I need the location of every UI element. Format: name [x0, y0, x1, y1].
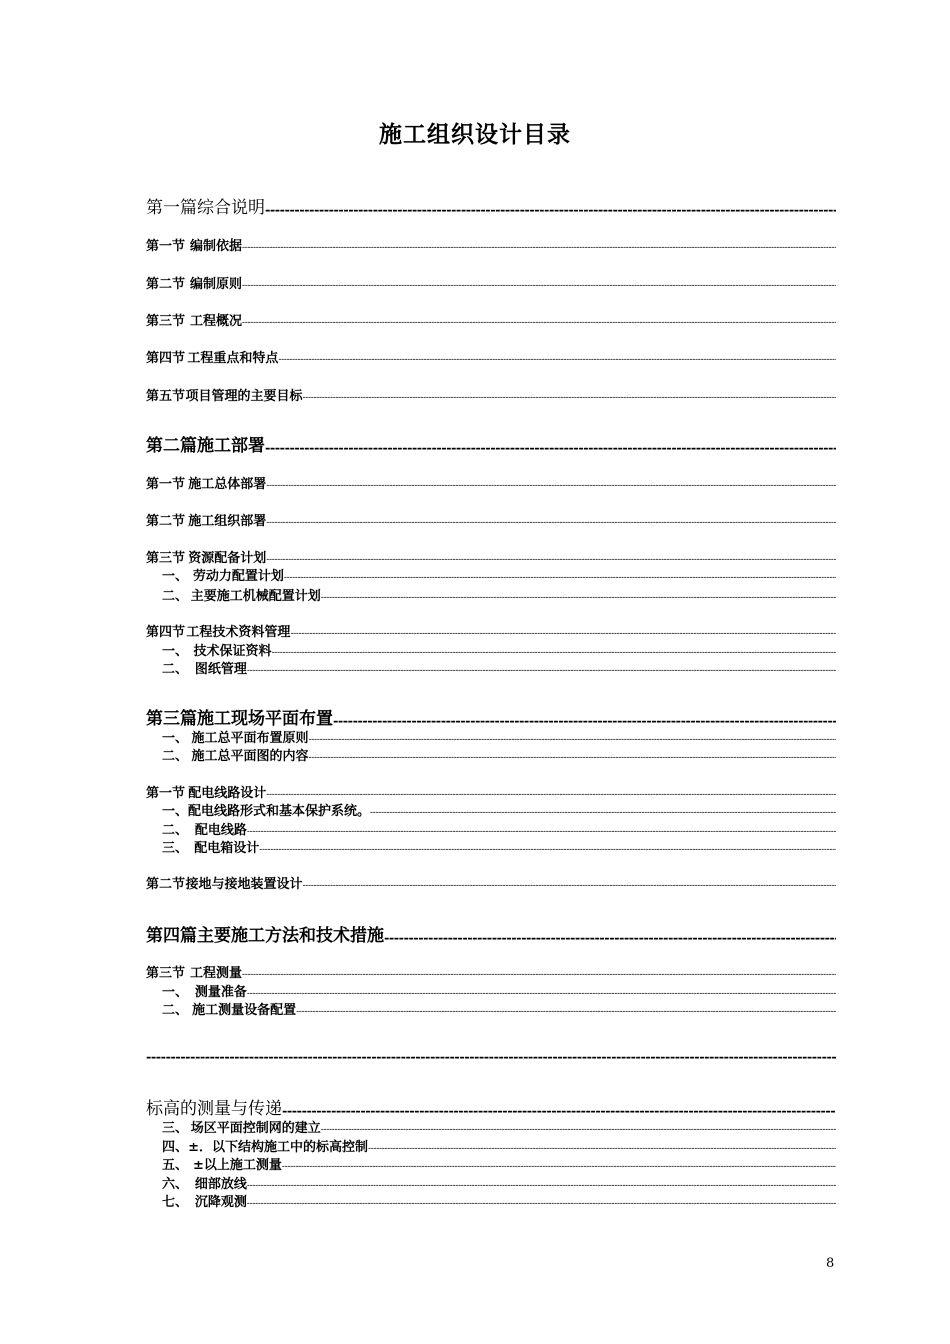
toc-entry-label: 接地与接地装置设计: [185, 877, 303, 892]
toc-entry-sub: [146, 732, 836, 745]
toc-entry-number: 第三篇: [146, 709, 197, 729]
toc-entry-number: 第三节: [146, 966, 186, 981]
toc-entry-sec: [146, 552, 836, 565]
toc-entry-label: 沉降观测: [194, 1195, 247, 1210]
dot-leader: [247, 667, 836, 676]
toc-entry-sub: [146, 1178, 836, 1191]
toc-entry-sec: [146, 878, 836, 891]
toc-entry-sec: [146, 478, 836, 491]
toc-entry-label: 施工总体部署: [188, 477, 267, 492]
toc-entry-number: 第一节: [146, 239, 186, 254]
toc-entry-sub: [146, 663, 836, 676]
toc-entry-number: 二、: [162, 1003, 189, 1018]
toc-entry-label: 配电箱设计: [194, 841, 260, 856]
toc-entry-number: 一、: [162, 644, 189, 659]
dot-leader: [242, 244, 836, 253]
toc-entry-sub: [146, 1122, 836, 1135]
toc-entry-label: 综合说明: [197, 198, 265, 218]
toc-entry-number: 六、: [162, 1177, 189, 1192]
toc-entry-part: [146, 438, 836, 455]
toc-entry-sec: [146, 626, 836, 639]
toc-entry-label: 工程概况: [190, 314, 243, 329]
toc-entry-part: [146, 928, 836, 945]
document-title: 施工组织设计目录: [379, 121, 571, 148]
toc-entry-label: ±．以下结构施工中的标高控制: [188, 1140, 369, 1155]
toc-entry-label: 测量准备: [194, 985, 247, 1000]
dot-leader: [265, 204, 836, 217]
toc-entry-sub: [146, 1004, 836, 1017]
toc-entry-number: 三、: [162, 1121, 189, 1136]
toc-entry-label: 主要施工方法和技术措施: [197, 926, 384, 946]
toc-entry-number: 第一节: [146, 477, 186, 492]
dot-leader: [242, 319, 836, 328]
dot-leader: [278, 356, 836, 365]
toc-entry-sec: [146, 967, 836, 980]
toc-entry-number: 第二节: [146, 877, 186, 892]
toc-entry-number: 第三节: [146, 314, 186, 329]
page-number: 8: [826, 1256, 835, 1271]
dot-leader: [284, 574, 836, 583]
toc-entry-label: 编制原则: [190, 277, 243, 292]
dot-leader: [296, 1008, 836, 1017]
dot-leader: [266, 519, 836, 528]
dot-leader: [308, 736, 836, 745]
toc-entry-sub: [146, 805, 836, 818]
toc-entry-sec: [146, 240, 836, 253]
toc-entry-number: 二、: [162, 589, 189, 604]
toc-entry-label: 技术保证资料: [193, 644, 272, 659]
toc-entry-label: 劳动力配置计划: [192, 569, 284, 584]
toc-entry-sec: [146, 515, 836, 528]
toc-entry-number: 三、: [162, 841, 189, 856]
dot-leader: [368, 1145, 836, 1154]
toc-entry-number: 第二篇: [146, 436, 197, 456]
toc-entry-label: 施工现场平面布置: [197, 709, 333, 729]
toc-entry-number: 四、: [162, 1140, 189, 1155]
toc-entry-part: [146, 711, 836, 728]
toc-entry-label: 工程重点和特点: [187, 351, 279, 366]
dot-leader: [266, 791, 836, 800]
toc-entry-sec: [146, 315, 836, 328]
toc-entry-label: 施工总平面布置原则: [191, 731, 309, 746]
toc-entry-sub: [146, 590, 836, 603]
dot-leader: [384, 932, 836, 945]
toc-entry-sub: [146, 1196, 836, 1209]
toc-entry-part: [146, 200, 836, 217]
toc-entry-sub: [146, 1159, 836, 1172]
toc-entry-sub: [146, 570, 836, 583]
dot-leader: [242, 971, 836, 980]
toc-entry-number: 第四节: [146, 625, 186, 640]
dot-leader: [303, 882, 836, 891]
toc-entry-label: 配电线路形式和基本保护系统。: [188, 804, 371, 819]
toc-entry-number: 一、: [162, 569, 189, 584]
dot-leader: [290, 630, 836, 639]
toc-entry-sub: [146, 986, 836, 999]
separator-rule: [146, 1050, 836, 1065]
toc-entry-number: 二、: [162, 823, 189, 838]
toc-entry-number: 一、: [162, 804, 189, 819]
dot-leader: [282, 1163, 836, 1172]
toc-entry-sec: [146, 787, 836, 800]
dot-leader: [321, 594, 836, 603]
toc-entry-number: 第一篇: [146, 198, 197, 218]
toc-entry-sub: [146, 645, 836, 658]
dot-leader: [282, 1105, 836, 1118]
toc-entry-label: 配电线路设计: [188, 786, 267, 801]
toc-entry-label: 配电线路: [194, 823, 247, 838]
toc-entry-number: 二、: [162, 662, 189, 677]
toc-entry-label: 场区平面控制网的建立: [190, 1121, 321, 1136]
toc-entry-number: 一、: [162, 985, 189, 1000]
toc-entry-label: 工程测量: [190, 966, 243, 981]
toc-entry-number: 五、: [162, 1158, 189, 1173]
toc-entry-number: 第五节: [146, 389, 186, 404]
toc-entry-label: 图纸管理: [194, 662, 247, 677]
toc-entry-number: 第二节: [146, 277, 186, 292]
toc-entry-number: 一、: [162, 731, 189, 746]
toc-entry-label: 编制依据: [190, 239, 243, 254]
dot-leader: [266, 482, 836, 491]
dot-leader: [247, 1182, 836, 1191]
toc-entry-label: 细部放线: [194, 1177, 247, 1192]
dot-leader: [266, 556, 836, 565]
toc-entry-sub: [146, 842, 836, 855]
dot-leader: [272, 649, 836, 658]
toc-entry-label: 项目管理的主要目标: [185, 389, 303, 404]
dot-leader: [333, 715, 836, 728]
toc-entry-sub: [146, 824, 836, 837]
toc-entry-sub: [146, 750, 836, 763]
toc-entry-number: 二、: [162, 749, 189, 764]
toc-entry-number: 第二节: [146, 514, 186, 529]
toc-entry-sec: [146, 352, 836, 365]
dot-leader: [370, 809, 836, 818]
dot-leader: [242, 282, 836, 291]
dot-leader: [247, 990, 836, 999]
toc-entry-sub: [146, 1141, 836, 1154]
toc-entry-label: 工程技术资料管理: [186, 625, 291, 640]
dot-leader: [321, 1126, 836, 1135]
dot-leader: [247, 1200, 836, 1209]
toc-entry-number: 第一节: [146, 786, 186, 801]
dot-leader: [247, 828, 836, 837]
dot-leader: [303, 394, 836, 403]
toc-entry-label: ±以上施工测量: [192, 1158, 282, 1173]
toc-entry-label: 施工部署: [197, 436, 265, 456]
toc-entry-label: 施工测量设备配置: [192, 1003, 297, 1018]
toc-entry-label: 标高的测量与传递: [146, 1099, 282, 1119]
dot-leader: [259, 846, 836, 855]
toc-entry-number: 第三节: [146, 551, 186, 566]
dot-leader: [265, 442, 836, 455]
dot-leader: [308, 754, 836, 763]
toc-entry-part: [146, 1101, 836, 1118]
toc-entry-label: 主要施工机械配置计划: [190, 589, 321, 604]
toc-entry-sec: [146, 390, 836, 403]
toc-entry-label: 施工总平面图的内容: [191, 749, 309, 764]
toc-entry-label: 资源配备计划: [188, 551, 267, 566]
toc-entry-sec: [146, 278, 836, 291]
toc-entry-number: 七、: [162, 1195, 189, 1210]
toc-entry-number: 第四篇: [146, 926, 197, 946]
toc-entry-label: 施工组织部署: [188, 514, 267, 529]
toc-entry-number: 第四节: [146, 351, 186, 366]
